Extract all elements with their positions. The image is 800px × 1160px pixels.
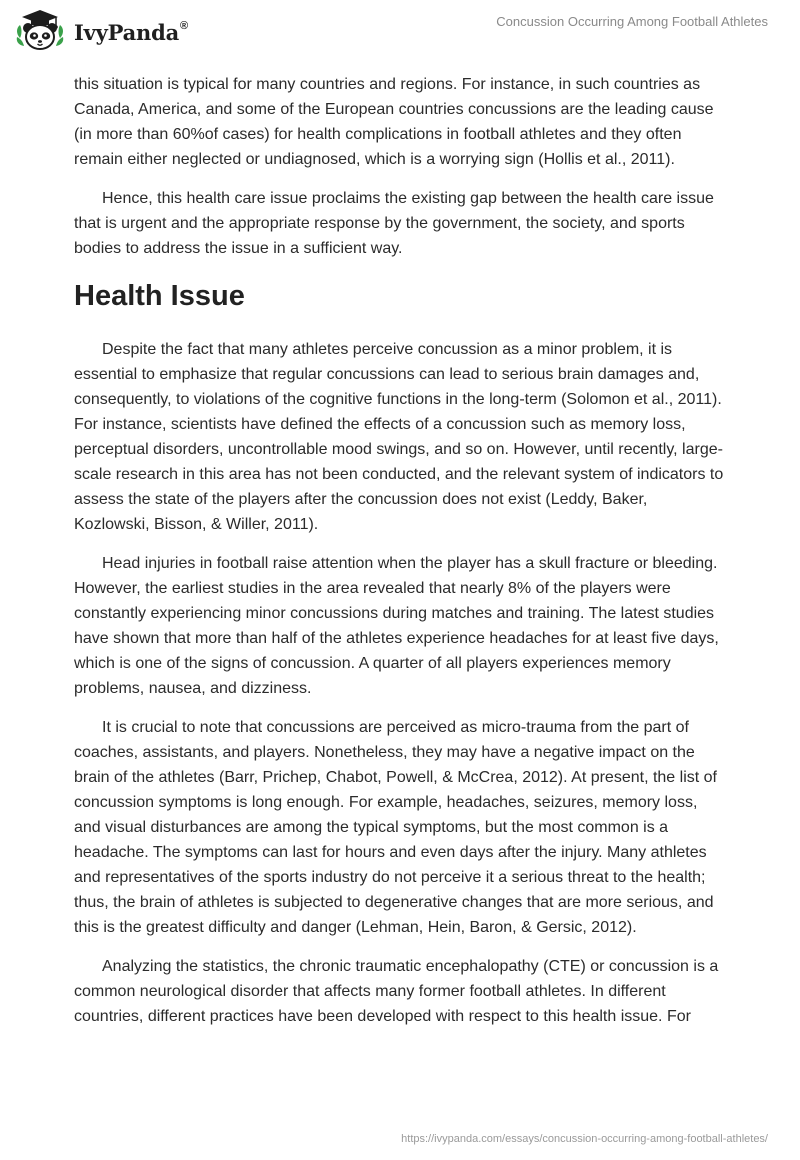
logo-text: IvyPanda [74, 19, 180, 45]
section-heading: Health Issue [74, 280, 245, 312]
essay-content [74, 72, 724, 1043]
intro-paragraph-1: this situation is typical for many countries and regions. For instance, in such countries as Canada, America, and some of the European countries concussions are the leading cause (in more than 60%of cases) for health complications in football athletes and they often remain either neglected or undiagnosed, which is a worrying sign (Hollis et al., 2011). [74, 76, 714, 168]
page-header [0, 0, 800, 64]
ivypanda-logo[interactable] [14, 8, 188, 54]
section-paragraph-1: Despite the fact that many athletes perceive concussion as a minor problem, it is essential to emphasize that regular concussions can lead to serious brain damages and, consequently, to violations of the cognitive functions in the long-term (Solomon et al., 2011). For instance, scientists have defined the effects of a concussion such as memory loss, perceptual disorders, uncontrollable mood swings, and so on. However, until recently, large-scale research in this area has not been conducted, and the relevant system of indicators to assess the state of the players after the concussion does not exist (Leddy, Baker, Kozlowski, Bisson, & Willer, 2011). [74, 341, 724, 533]
section-paragraph-3: It is crucial to note that concussions are perceived as micro-trauma from the part of coaches, assistants, and players. Nonetheless, they may have a negative impact on the brain of the athletes (Barr, Prichep, Chabot, Powell, & McCrea, 2012). At present, the list of concussion symptoms is long enough. For example, headaches, seizures, memory loss, and visual disturbances are among the typical symptoms, but the most common is a headache. The symptoms can last for hours and even days after the injury. Many athletes and representatives of the sports industry do not perceive it a serious threat to the health; thus, the brain of athletes is subjected to degenerative changes that are more serious, and this is the greatest difficulty and danger (Lehman, Hein, Baron, & Gersic, 2012). [74, 719, 717, 936]
logo-wordmark [74, 20, 188, 45]
source-url-link[interactable]: https://ivypanda.com/essays/concussion-occurring-among-football-athletes/ [401, 1133, 768, 1145]
registered-mark: ® [180, 19, 188, 32]
section-paragraph-4: Analyzing the statistics, the chronic traumatic encephalopathy (CTE) or concussion is a common neurological disorder that affects many former football athletes. In different countries, different practices have been developed with respect to this health issue. For [74, 958, 719, 1025]
document-title: Concussion Occurring Among Football Athletes [496, 14, 768, 29]
intro-paragraph-2: Hence, this health care issue proclaims the existing gap between the health care issue that is urgent and the appropriate response by the government, the society, and sports bodies to address the issue in a sufficient way. [74, 190, 714, 257]
section-paragraph-2: Head injuries in football raise attention when the player has a skull fracture or bleeding. However, the earliest studies in the area revealed that nearly 8% of the players were constantly experiencing minor concussions during matches and training. The latest studies have shown that more than half of the athletes experience headaches for at least five days, which is one of the signs of concussion. A quarter of all players experiences memory problems, nausea, and dizziness. [74, 555, 719, 697]
panda-graduate-icon [14, 8, 66, 54]
